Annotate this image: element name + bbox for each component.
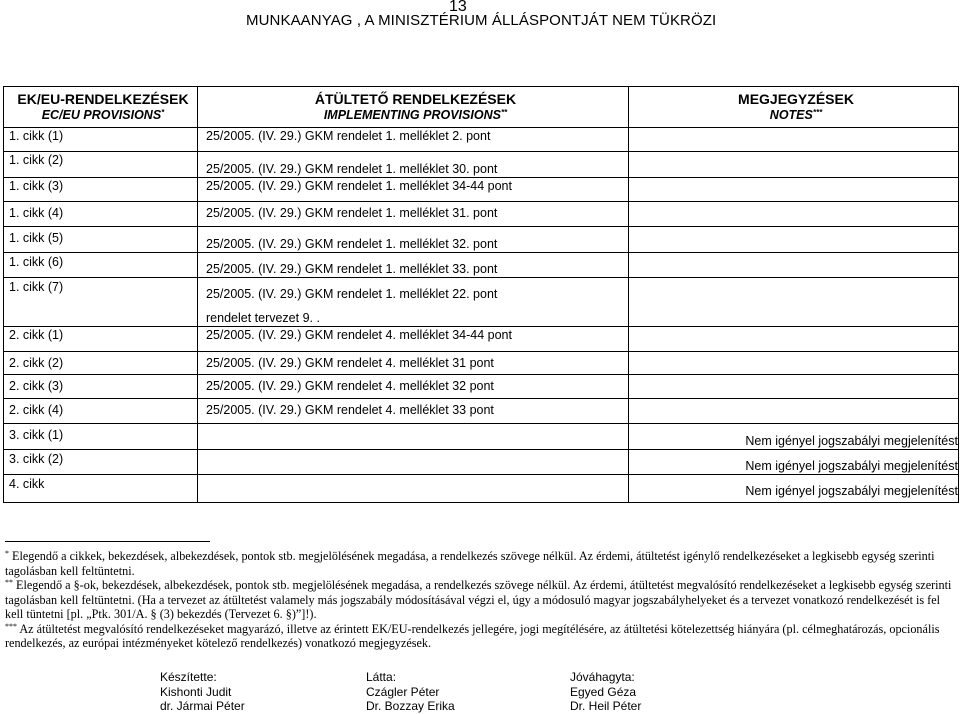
footnote-mark: ** <box>5 578 13 587</box>
table-row <box>4 475 959 503</box>
impl-cell: 25/2005. (IV. 29.) GKM rendelet 4. melléklet 33 pont <box>198 399 629 424</box>
table-row <box>4 424 959 450</box>
note-cell <box>629 178 959 202</box>
table-row <box>4 327 959 352</box>
header-notes <box>629 87 959 128</box>
note-cell: Nem igényel jogszabályi megjelenítést <box>629 424 959 450</box>
impl-cell <box>198 424 629 450</box>
impl-line: 25/2005. (IV. 29.) GKM rendelet 1. melléklet 22. pont <box>206 287 498 301</box>
note-cell <box>629 227 959 253</box>
table-header-row <box>4 87 959 128</box>
table-row <box>4 178 959 202</box>
table-row <box>4 227 959 253</box>
footnote-mark: * <box>5 549 9 558</box>
note-cell <box>629 327 959 352</box>
impl-cell: 25/2005. (IV. 29.) GKM rendelet 4. melléklet 32 pont <box>198 375 629 399</box>
note-cell <box>629 253 959 278</box>
eu-cell: 3. cikk (2) <box>4 450 198 475</box>
eu-cell: 1. cikk (5) <box>4 227 198 253</box>
eu-cell: 1. cikk (2) <box>4 152 198 178</box>
seen-name: Dr. Bozzay Erika <box>366 699 455 713</box>
footnote-2 <box>5 578 955 622</box>
note-cell <box>629 278 959 327</box>
header-notes-subtitle: NOTES <box>769 108 813 122</box>
eu-cell: 1. cikk (4) <box>4 202 198 227</box>
eu-cell: 2. cikk (1) <box>4 327 198 352</box>
table-row <box>4 253 959 278</box>
footnote-text: Az átültetést megvalósító rendelkezéseket magyarázó, illetve az érintett EK/EU-rendelkezés jellegére, jogi megítélésére, az átültetési kötelezettség hiányára (pl. célmeghatározás, opcionális rendelkezés, az európai intézményeket kötelező rendelkezés) vonatkozó megjegyzések. <box>5 621 940 650</box>
approved-name: Dr. Heil Péter <box>570 699 642 713</box>
eu-cell: 1. cikk (6) <box>4 253 198 278</box>
table-row <box>4 202 959 227</box>
signature-approved <box>570 670 641 714</box>
signature-seen <box>366 670 455 714</box>
eu-cell: 2. cikk (3) <box>4 375 198 399</box>
footnotes <box>5 549 955 651</box>
footnote-text: Elegendő a §-ok, bekezdések, albekezdések, pontok stb. megjelölésének megadása, a rendelkezés szövege nélkül. Az érdemi, átültetést megvalósító rendelkezéseket a legkisebb egység szerinti tagolásban kell feltüntetni. (Ha a tervezet az átültetést valamely más jogszabály módosításával végzi el, úgy a módosuló magyar jogszabályhelyeket és a tervezet vonatkozó rendelkezését is fel kell tüntetni [pl. „Ptk. 301/A. § (3) bekezdés (Tervezet 6. §)”]!). <box>5 578 952 621</box>
note-cell: Nem igényel jogszabályi megjelenítést <box>629 450 959 475</box>
table-row <box>4 128 959 152</box>
eu-cell: 2. cikk (4) <box>4 399 198 424</box>
note-cell: Nem igényel jogszabályi megjelenítést <box>629 475 959 503</box>
impl-cell: 25/2005. (IV. 29.) GKM rendelet 1. melléklet 30. pont <box>198 152 629 178</box>
table-row <box>4 152 959 178</box>
eu-cell: 3. cikk (1) <box>4 424 198 450</box>
table-row <box>4 399 959 424</box>
approved-label: Jóváhagyta: <box>570 670 635 684</box>
eu-cell: 1. cikk (7) <box>4 278 198 327</box>
header-eu-title: EK/EU-RENDELKEZÉSEK <box>17 91 189 107</box>
note-cell <box>629 352 959 375</box>
header-impl-subtitle: IMPLEMENTING PROVISIONS <box>323 108 501 122</box>
header-eu-subtitle: EC/EU PROVISIONS <box>41 108 162 122</box>
table-row <box>4 352 959 375</box>
note-cell <box>629 399 959 424</box>
header-notes-mark: *** <box>812 108 823 117</box>
seen-name: Czágler Péter <box>366 684 440 699</box>
note-cell <box>629 128 959 152</box>
eu-cell: 1. cikk (1) <box>4 128 198 152</box>
signature-prepared <box>160 670 245 714</box>
footnote-1 <box>5 549 955 578</box>
impl-cell: 25/2005. (IV. 29.) GKM rendelet 4. melléklet 34-44 pont <box>198 327 629 352</box>
impl-cell <box>198 278 629 327</box>
header-eu-provisions <box>4 87 198 128</box>
header-eu-mark: * <box>161 108 165 117</box>
note-cell <box>629 375 959 399</box>
header-notes-title: MEGJEGYZÉSEK <box>738 91 854 107</box>
eu-cell: 2. cikk (2) <box>4 352 198 375</box>
impl-cell: 25/2005. (IV. 29.) GKM rendelet 1. melléklet 33. pont <box>198 253 629 278</box>
impl-line-2: rendelet tervezet 9. . <box>206 311 320 325</box>
impl-cell: 25/2005. (IV. 29.) GKM rendelet 1. melléklet 34-44 pont <box>198 178 629 202</box>
header-impl-title: ÁTÜLTETŐ RENDELKEZÉSEK <box>314 91 517 107</box>
table-row <box>4 278 959 327</box>
prepared-name: Kishonti Judit <box>160 684 232 699</box>
impl-cell <box>198 450 629 475</box>
note-cell <box>629 202 959 227</box>
draft-notice: MUNKAANYAG , A MINISZTÉRIUM ÁLLÁSPONTJÁT NEM TÜKRÖZI <box>246 12 717 29</box>
eu-cell: 1. cikk (3) <box>4 178 198 202</box>
impl-cell: 25/2005. (IV. 29.) GKM rendelet 1. melléklet 32. pont <box>198 227 629 253</box>
impl-cell: 25/2005. (IV. 29.) GKM rendelet 1. melléklet 31. pont <box>198 202 629 227</box>
footnote-3 <box>5 622 955 651</box>
table-row <box>4 375 959 399</box>
note-cell <box>629 152 959 178</box>
approved-name: Egyed Géza <box>570 684 637 699</box>
table-row <box>4 450 959 475</box>
eu-cell: 4. cikk <box>4 475 198 503</box>
seen-label: Látta: <box>366 670 397 684</box>
impl-cell: 25/2005. (IV. 29.) GKM rendelet 1. melléklet 2. pont <box>198 128 629 152</box>
prepared-label: Készítette: <box>160 670 217 684</box>
prepared-name: dr. Jármai Péter <box>160 699 245 713</box>
footnote-text: Elegendő a cikkek, bekezdések, albekezdések, pontok stb. megjelölésének megadása, a rendelkezés szövege nélkül. Az érdemi, átültetést igénylő rendelkezéseket a legkisebb egység szerinti tagolásban kell feltüntetni. <box>5 549 935 578</box>
footnote-mark: *** <box>5 621 17 631</box>
impl-cell <box>198 475 629 503</box>
footnote-separator <box>5 541 210 542</box>
page-number: 13 <box>449 0 467 15</box>
header-impl-mark: ** <box>500 108 508 117</box>
impl-cell: 25/2005. (IV. 29.) GKM rendelet 4. melléklet 31 pont <box>198 352 629 375</box>
header-implementing-provisions <box>198 87 629 128</box>
transposition-table <box>3 86 959 503</box>
